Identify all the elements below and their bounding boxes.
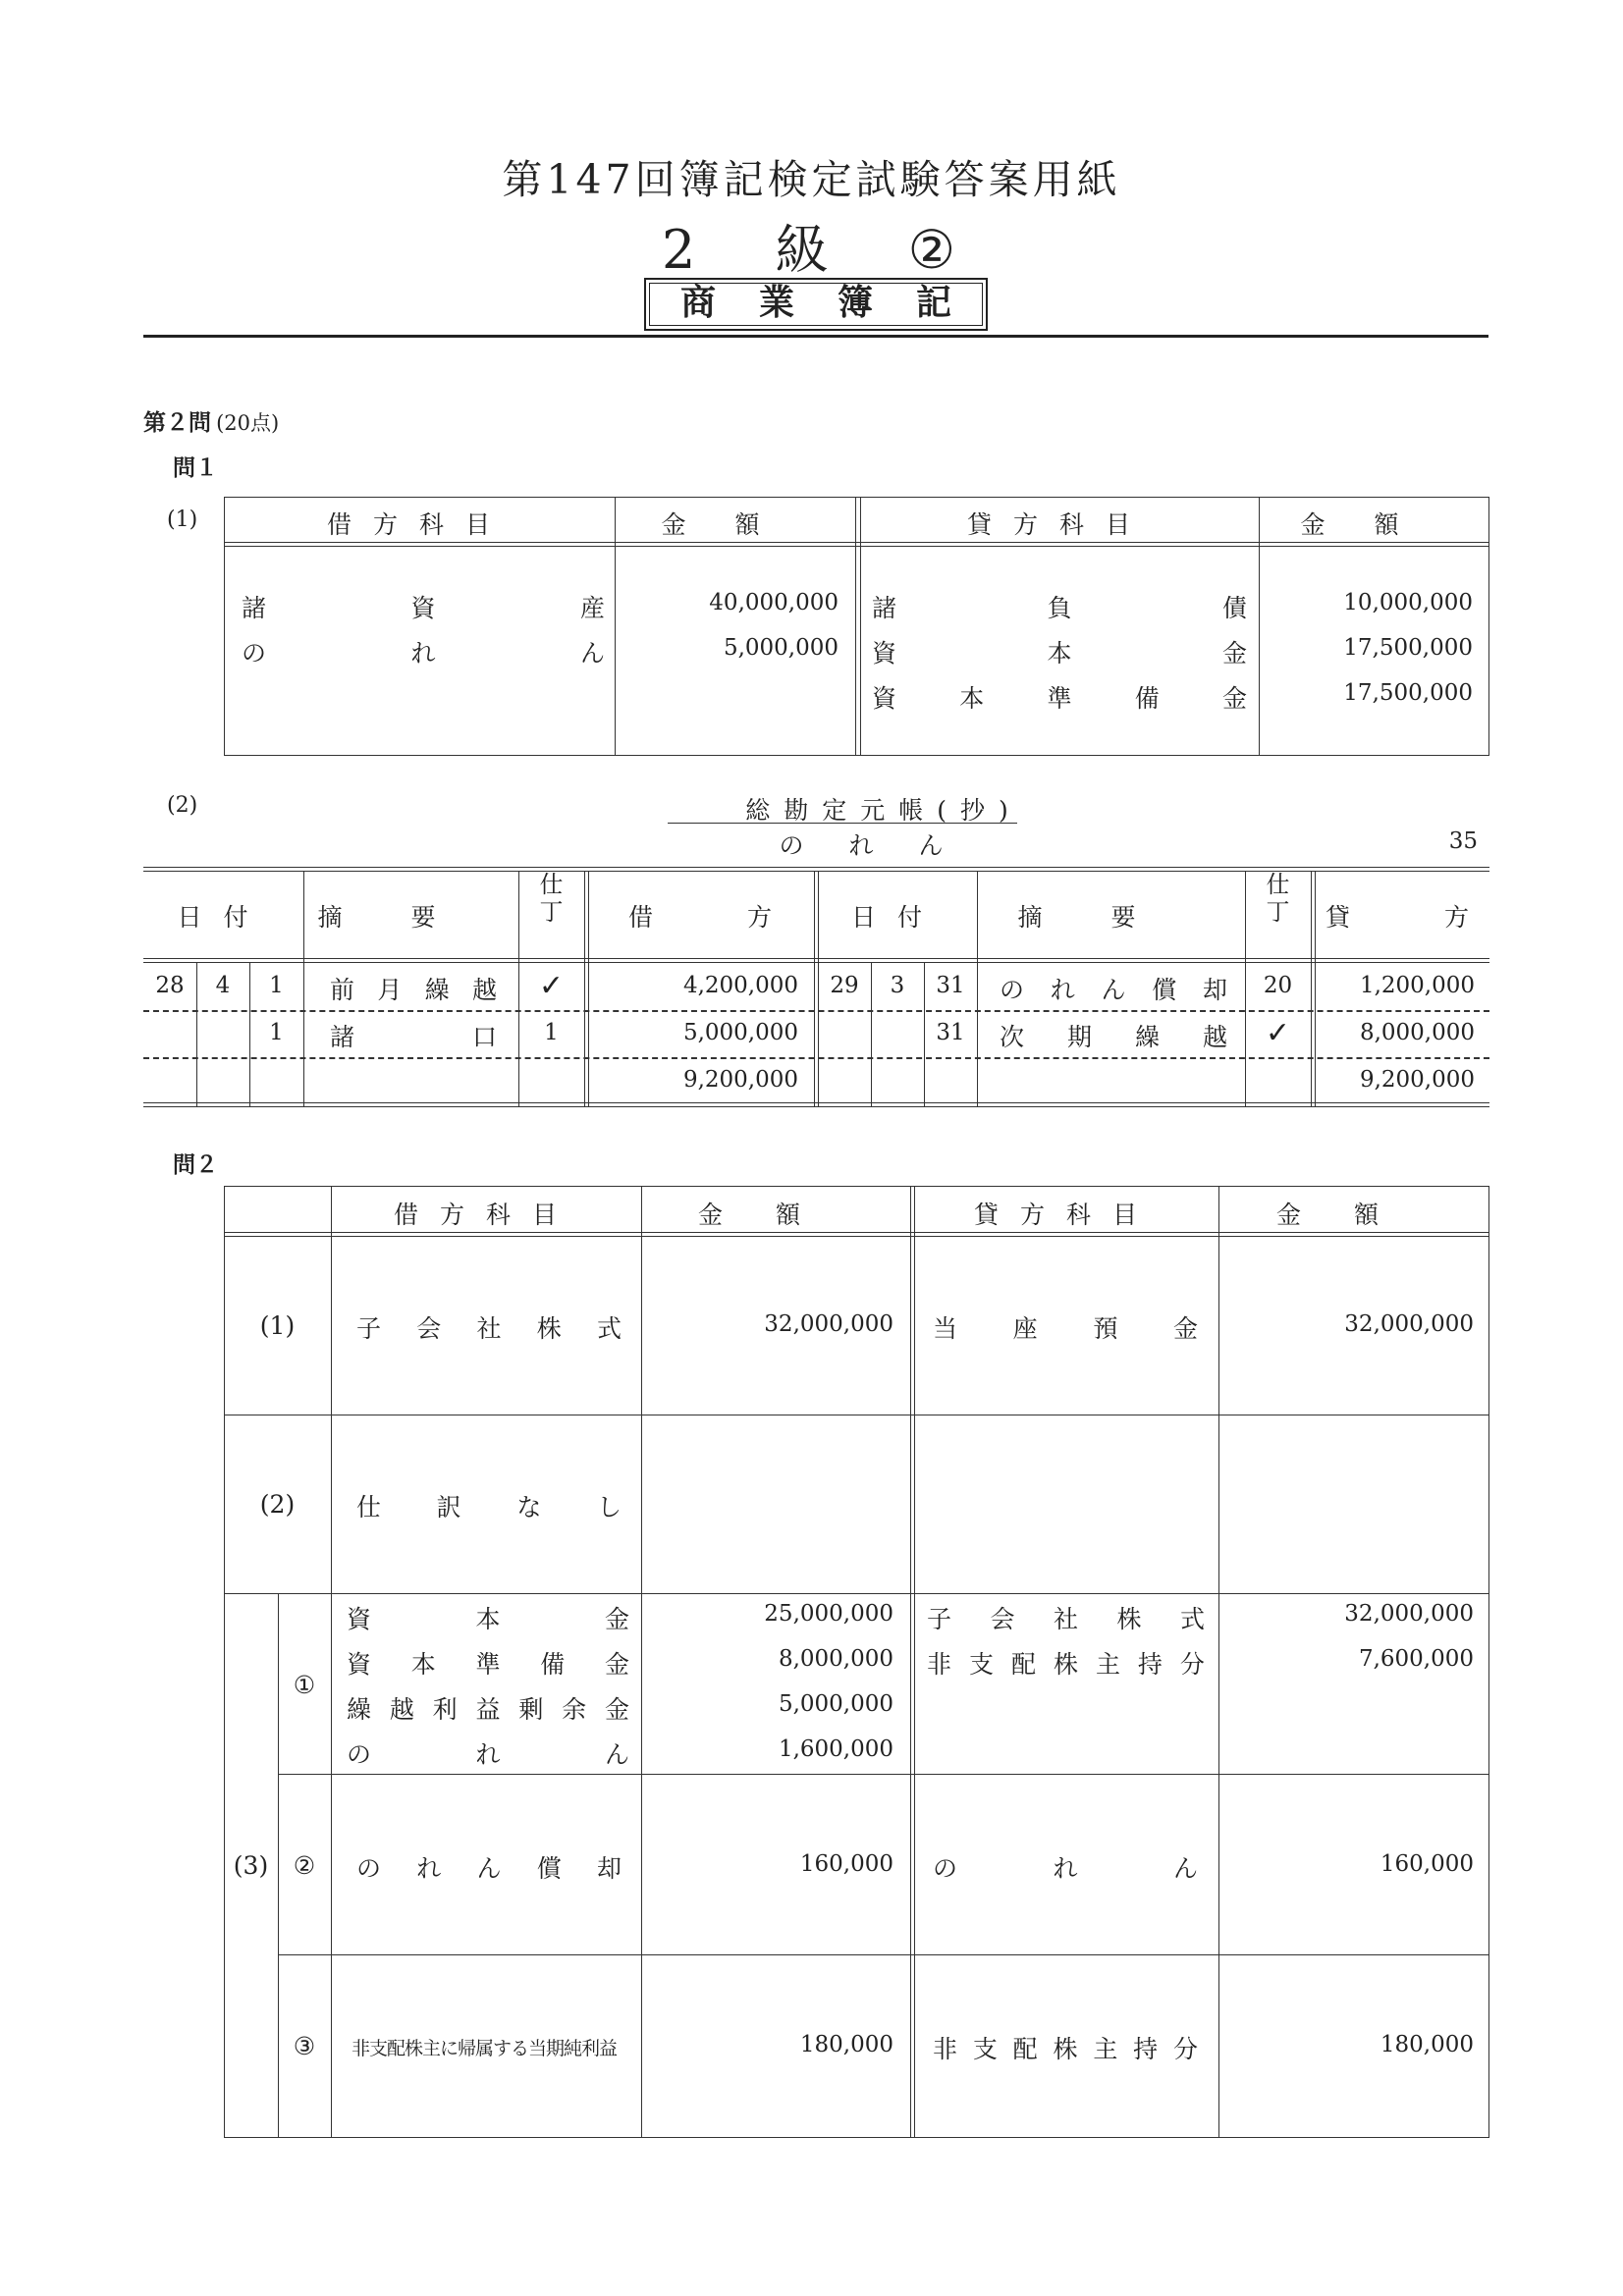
- ledger-title: 総勘定元帳(抄): [745, 796, 1022, 825]
- ledger-header-ref: 仕丁: [1266, 871, 1290, 926]
- q1-part1-label: (1): [167, 507, 198, 532]
- question-heading: [143, 404, 279, 437]
- ledger-header-date: 日付: [850, 903, 944, 932]
- ledger-debit-amount: 4,200,000: [682, 973, 798, 998]
- debit-amount: 5,000,000: [778, 1691, 893, 1717]
- ledger-debit-total: 9,200,000: [682, 1067, 798, 1093]
- debit-account: の れ ん: [242, 639, 605, 667]
- ledger-ref: 1: [544, 1020, 559, 1045]
- grade-circle: ②: [907, 219, 962, 281]
- header-amount: 金額: [697, 1201, 853, 1229]
- q2-journal-table: [224, 1186, 1489, 2138]
- ledger-year: 29: [830, 973, 859, 998]
- sub-label: ①: [293, 1671, 316, 1699]
- ledger-header-desc: 摘要: [1017, 903, 1205, 932]
- ledger-header-ref: 仕丁: [539, 871, 564, 926]
- header-rule: [143, 335, 1488, 338]
- credit-account: 資 本 準 備 金: [872, 684, 1247, 713]
- header-credit-account: 貸方科目: [966, 510, 1152, 539]
- debit-amount: 40,000,000: [709, 590, 839, 615]
- debit-amount: 8,000,000: [778, 1646, 893, 1672]
- no-entry-text: 仕 訳 な し: [356, 1493, 622, 1522]
- debit-amount: 5,000,000: [723, 635, 839, 661]
- ledger-desc: 諸 口: [330, 1023, 497, 1051]
- credit-account: 非 支 配 株 主 持 分: [933, 2035, 1198, 2063]
- credit-amount: 160,000: [1380, 1851, 1474, 1877]
- debit-amount: 180,000: [799, 2032, 893, 2057]
- subject-char: 業: [758, 283, 794, 323]
- ledger-day: 1: [269, 1020, 284, 1045]
- ledger-day: 31: [936, 973, 965, 998]
- credit-account: 諸 負 債: [872, 594, 1247, 622]
- credit-account: 当 座 預 金: [933, 1314, 1198, 1343]
- credit-amount: 10,000,000: [1343, 590, 1473, 615]
- credit-account: の れ ん: [933, 1854, 1198, 1883]
- ledger-desc: 前 月 繰 越: [330, 976, 497, 1004]
- header-amount: 金額: [1275, 1201, 1432, 1229]
- credit-account: 資 本 金: [872, 639, 1247, 667]
- header-credit-account: 貸方科目: [973, 1201, 1159, 1229]
- check-mark-icon: ✓: [538, 969, 565, 1003]
- subject-box: [644, 278, 988, 331]
- debit-account: 資 本 準 備 金: [347, 1650, 629, 1679]
- subject-char: 記: [916, 283, 952, 323]
- ledger-header-desc: 摘要: [317, 903, 505, 932]
- ledger-desc: 次 期 繰 越: [1000, 1023, 1227, 1051]
- q1-journal-table: [224, 497, 1489, 756]
- ledger-year: 28: [155, 973, 185, 998]
- debit-account: 繰 越 利 益 剰 余 金: [347, 1695, 629, 1724]
- sheet-title: 第147回簿記検定試験答案用紙: [502, 156, 1121, 203]
- q2-row2-label: (2): [259, 1490, 296, 1519]
- ledger-credit-amount: 1,200,000: [1359, 973, 1475, 998]
- credit-amount: 17,500,000: [1343, 635, 1473, 661]
- header-debit-account: 借方科目: [326, 510, 512, 539]
- credit-amount: 32,000,000: [1344, 1311, 1474, 1337]
- ledger-month: 3: [890, 973, 905, 998]
- ledger-page-number: 35: [1448, 828, 1478, 854]
- ledger-header-date: 日付: [177, 903, 270, 932]
- ledger-table: [143, 867, 1564, 1107]
- grade-kanji: 級: [775, 219, 835, 281]
- question-points: (20点): [216, 411, 280, 435]
- credit-amount: 7,600,000: [1358, 1646, 1474, 1672]
- check-mark-icon: ✓: [1265, 1016, 1291, 1050]
- credit-account: 非 支 配 株 主 持 分: [927, 1650, 1205, 1679]
- header-amount: 金額: [1300, 510, 1448, 539]
- q1-part2-label: (2): [167, 793, 198, 818]
- ledger-credit-total: 9,200,000: [1359, 1067, 1475, 1093]
- ledger-header-debit: 借方: [628, 903, 867, 932]
- q2-row3-label: (3): [233, 1851, 269, 1880]
- debit-amount: 160,000: [799, 1851, 893, 1877]
- sub-label: ③: [293, 2032, 316, 2060]
- subject-char: 商: [679, 283, 716, 323]
- ledger-month: 4: [215, 973, 231, 998]
- ledger-desc: の れ ん 償 却: [1000, 976, 1227, 1004]
- header-debit-account: 借方科目: [393, 1201, 578, 1229]
- ledger-ref: 20: [1263, 973, 1293, 998]
- ledger-account-name: のれん: [779, 831, 989, 860]
- debit-account: の れ ん 償 却: [356, 1854, 622, 1883]
- debit-amount: 32,000,000: [764, 1311, 893, 1337]
- q2-label: 問２: [173, 1152, 218, 1178]
- credit-amount: 32,000,000: [1344, 1601, 1474, 1627]
- q2-row1-label: (1): [259, 1311, 296, 1340]
- debit-amount: 1,600,000: [778, 1736, 893, 1762]
- ledger-credit-amount: 8,000,000: [1359, 1020, 1475, 1045]
- debit-amount: 25,000,000: [764, 1601, 893, 1627]
- grade-number: 2: [661, 219, 702, 281]
- debit-account: 非支配株主に帰属する当期純利益: [352, 2038, 618, 2059]
- question-label: 第２問: [143, 410, 211, 436]
- q1-label: 問１: [173, 455, 218, 481]
- header-amount: 金額: [661, 510, 809, 539]
- debit-account: 諸 資 産: [242, 594, 605, 622]
- credit-amount: 180,000: [1380, 2032, 1474, 2057]
- subject-char: 簿: [838, 283, 874, 323]
- grade-title: [0, 208, 1623, 284]
- credit-account: 子 会 社 株 式: [927, 1605, 1205, 1633]
- debit-account: 資 本 金: [347, 1605, 629, 1633]
- sub-label: ②: [293, 1851, 316, 1880]
- debit-account: の れ ん: [347, 1740, 629, 1769]
- ledger-day: 31: [936, 1020, 965, 1045]
- debit-account: 子 会 社 株 式: [356, 1314, 622, 1343]
- ledger-day: 1: [269, 973, 284, 998]
- ledger-header-credit: 貸方: [1325, 903, 1564, 932]
- ledger-debit-amount: 5,000,000: [682, 1020, 798, 1045]
- credit-amount: 17,500,000: [1343, 680, 1473, 706]
